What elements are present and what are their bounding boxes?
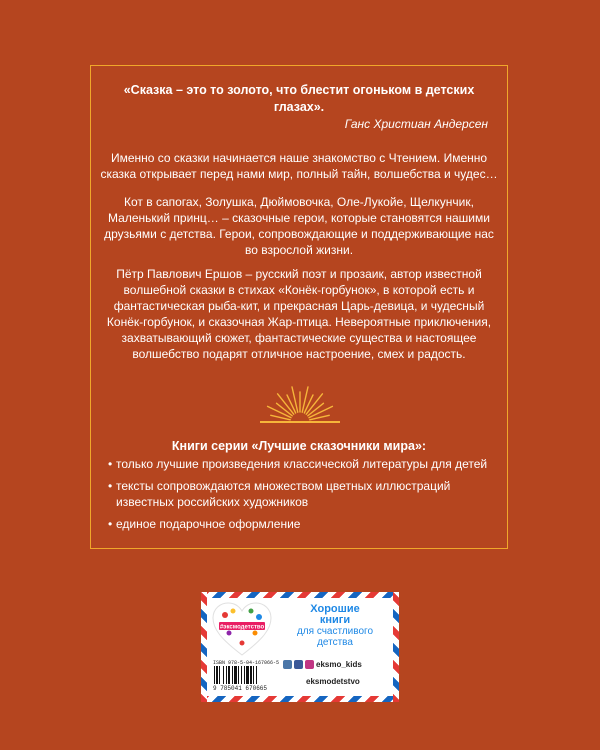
barcode-bar [228,666,230,684]
author-paragraph: Пётр Павлович Ершов – русский поэт и прозаик, автор известной волшебной сказки в стихах «Конёк-горбунок», в которой есть и фантастическая рыба-кит, и прекрасная Царь-девица, и чудесный Конёк-горбунок, и сказочная Жар-птица. Невероятные приключения, захватывающий сюжет, фантастические существа и настоящее волшебство подарят отличное настроение, смех и радость. [106,267,492,361]
facebook-icon [294,660,303,669]
social-handle[interactable]: eksmodetstvo [306,677,360,686]
barcode-bar [234,666,237,684]
social-row [283,675,393,688]
series-bullets [108,456,500,538]
bullet-item: • только лучшие произведения классической литературы для детей [108,457,488,471]
barcode-bar [214,666,215,684]
barcode-bar [256,666,257,684]
hashtag-label: #эксмодетство [219,624,265,631]
slogan-line: для счастливого [296,626,374,637]
barcode-bar [246,666,249,684]
barcode-number: 9 785041 670665 [213,685,268,692]
barcode-bar [238,666,239,684]
heroes-paragraph: Кот в сапогах, Золушка, Дюймовочка, Оле-Лукойе, Щелкунчик, Маленький принц… – сказочные герои, которые становятся нашими друзьями с детства. Герои, сопровождающие и поддерживающие нас во взрослой жизни. [104,195,494,257]
social-handle[interactable]: eksmo_kids [316,660,362,669]
bullet-item: • тексты сопровождаются множеством цветных иллюстраций известных российских художников [108,479,451,509]
intro-paragraph: Именно со сказки начинается наше знакомство с Чтением. Именно сказка открывает перед нами мир, полный тайн, волшебства и чудес… [100,151,498,181]
slogan-line: книги [319,614,351,626]
instagram-icon [305,660,314,669]
barcode-bar [223,666,224,684]
social-links [283,658,393,692]
bullet-item: • единое подарочное оформление [108,517,301,531]
vk-icon [283,660,292,669]
airmail-stripe [201,592,207,702]
airmail-stripe [201,696,399,702]
isbn-text: ISBN 978-5-04-167066-5 [213,660,280,666]
barcode-bar [226,666,227,684]
slogan-line: Хорошие [310,603,360,615]
heart-logo-icon [211,601,273,657]
social-row [283,658,393,671]
barcode-bar [253,666,254,684]
barcode-bar [219,666,220,684]
barcode-bar [250,666,252,684]
slogan [279,604,391,648]
airmail-stripe [201,592,399,598]
epigraph-author: Ганс Христиан Андерсен [344,117,488,131]
airmail-stripe [393,592,399,702]
barcode-icon [213,666,277,684]
barcode-bar [244,666,245,684]
slogan-line: детства [317,637,353,648]
barcode-bar [232,666,233,684]
publisher-sticker [201,592,399,702]
epigraph-quote: «Сказка – это то золото, что блестит огоньком в детских глазах». [123,83,475,114]
barcode-bar [216,666,218,684]
series-title: Книги серии «Лучшие сказочники мира»: [171,439,427,453]
sun-rays-icon [258,383,342,423]
barcode-bar [241,666,242,684]
